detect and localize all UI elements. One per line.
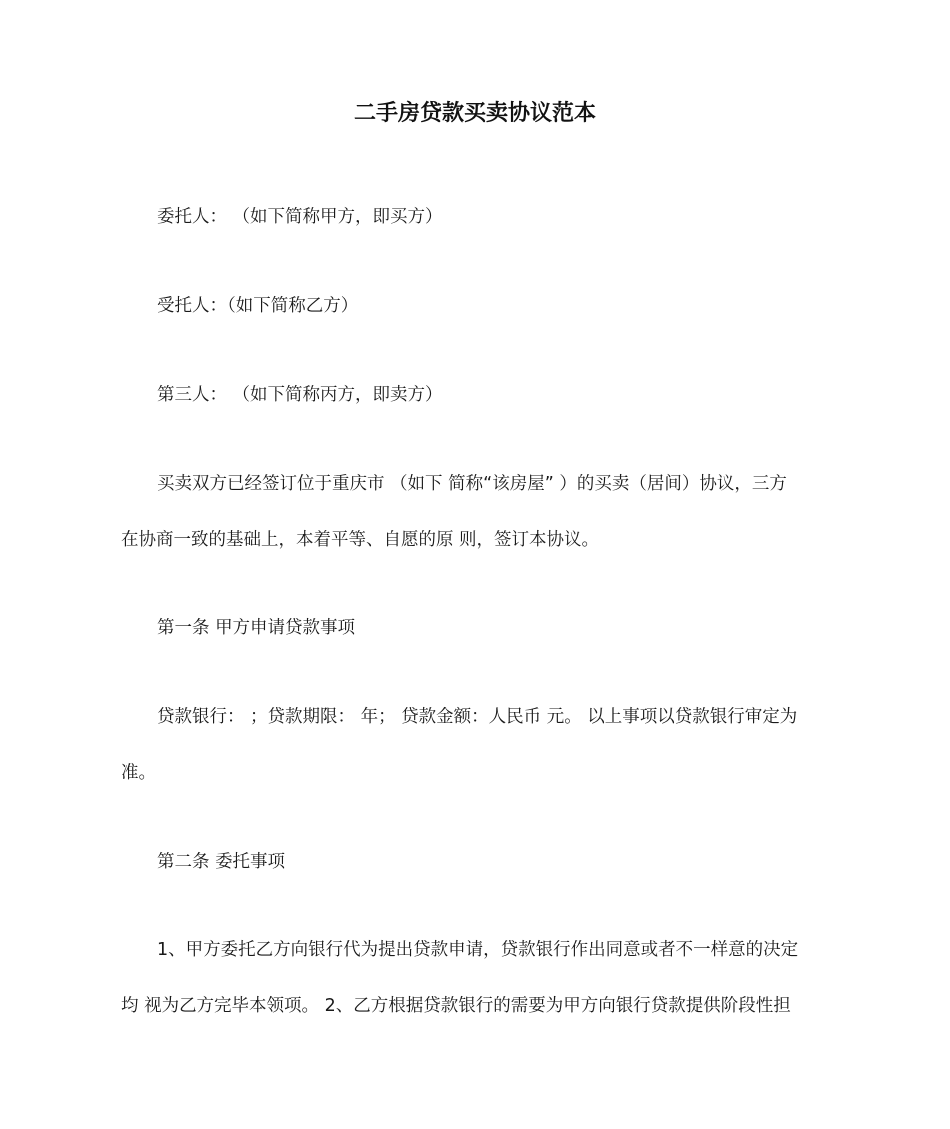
intro-paragraph-line-1: 买卖双方已经签订位于重庆市 （如下 简称“该房屋” ）的买卖（居间）协议，三方 bbox=[157, 474, 787, 494]
article-2-body-line-2: 均 视为乙方完毕本领项。 2、乙方根据贷款银行的需要为甲方向银行贷款提供阶段性担 bbox=[121, 996, 791, 1016]
document-title: 二手房贷款买卖协议范本 bbox=[353, 101, 596, 126]
party-third: 第三人： （如下简称丙方，即卖方） bbox=[157, 385, 443, 405]
article-2-body-line-1: 1、甲方委托乙方向银行代为提出贷款申请，贷款银行作出同意或者不一样意的决定 bbox=[157, 940, 799, 960]
intro-paragraph-line-2: 在协商一致的基础上，本着平等、自愿的原 则，签订本协议。 bbox=[121, 530, 600, 550]
article-1-heading: 第一条 甲方申请贷款事项 bbox=[157, 618, 356, 638]
article-2-heading: 第二条 委托事项 bbox=[157, 852, 286, 872]
party-agent: 受托人：（如下简称乙方） bbox=[157, 296, 359, 316]
article-1-body-line-1: 贷款银行： ；贷款期限： 年； 贷款金额：人民币 元。 以上事项以贷款银行审定为 bbox=[157, 707, 798, 727]
article-1-body-line-2: 准。 bbox=[121, 763, 156, 783]
party-principal: 委托人： （如下简称甲方，即买方） bbox=[157, 207, 443, 227]
